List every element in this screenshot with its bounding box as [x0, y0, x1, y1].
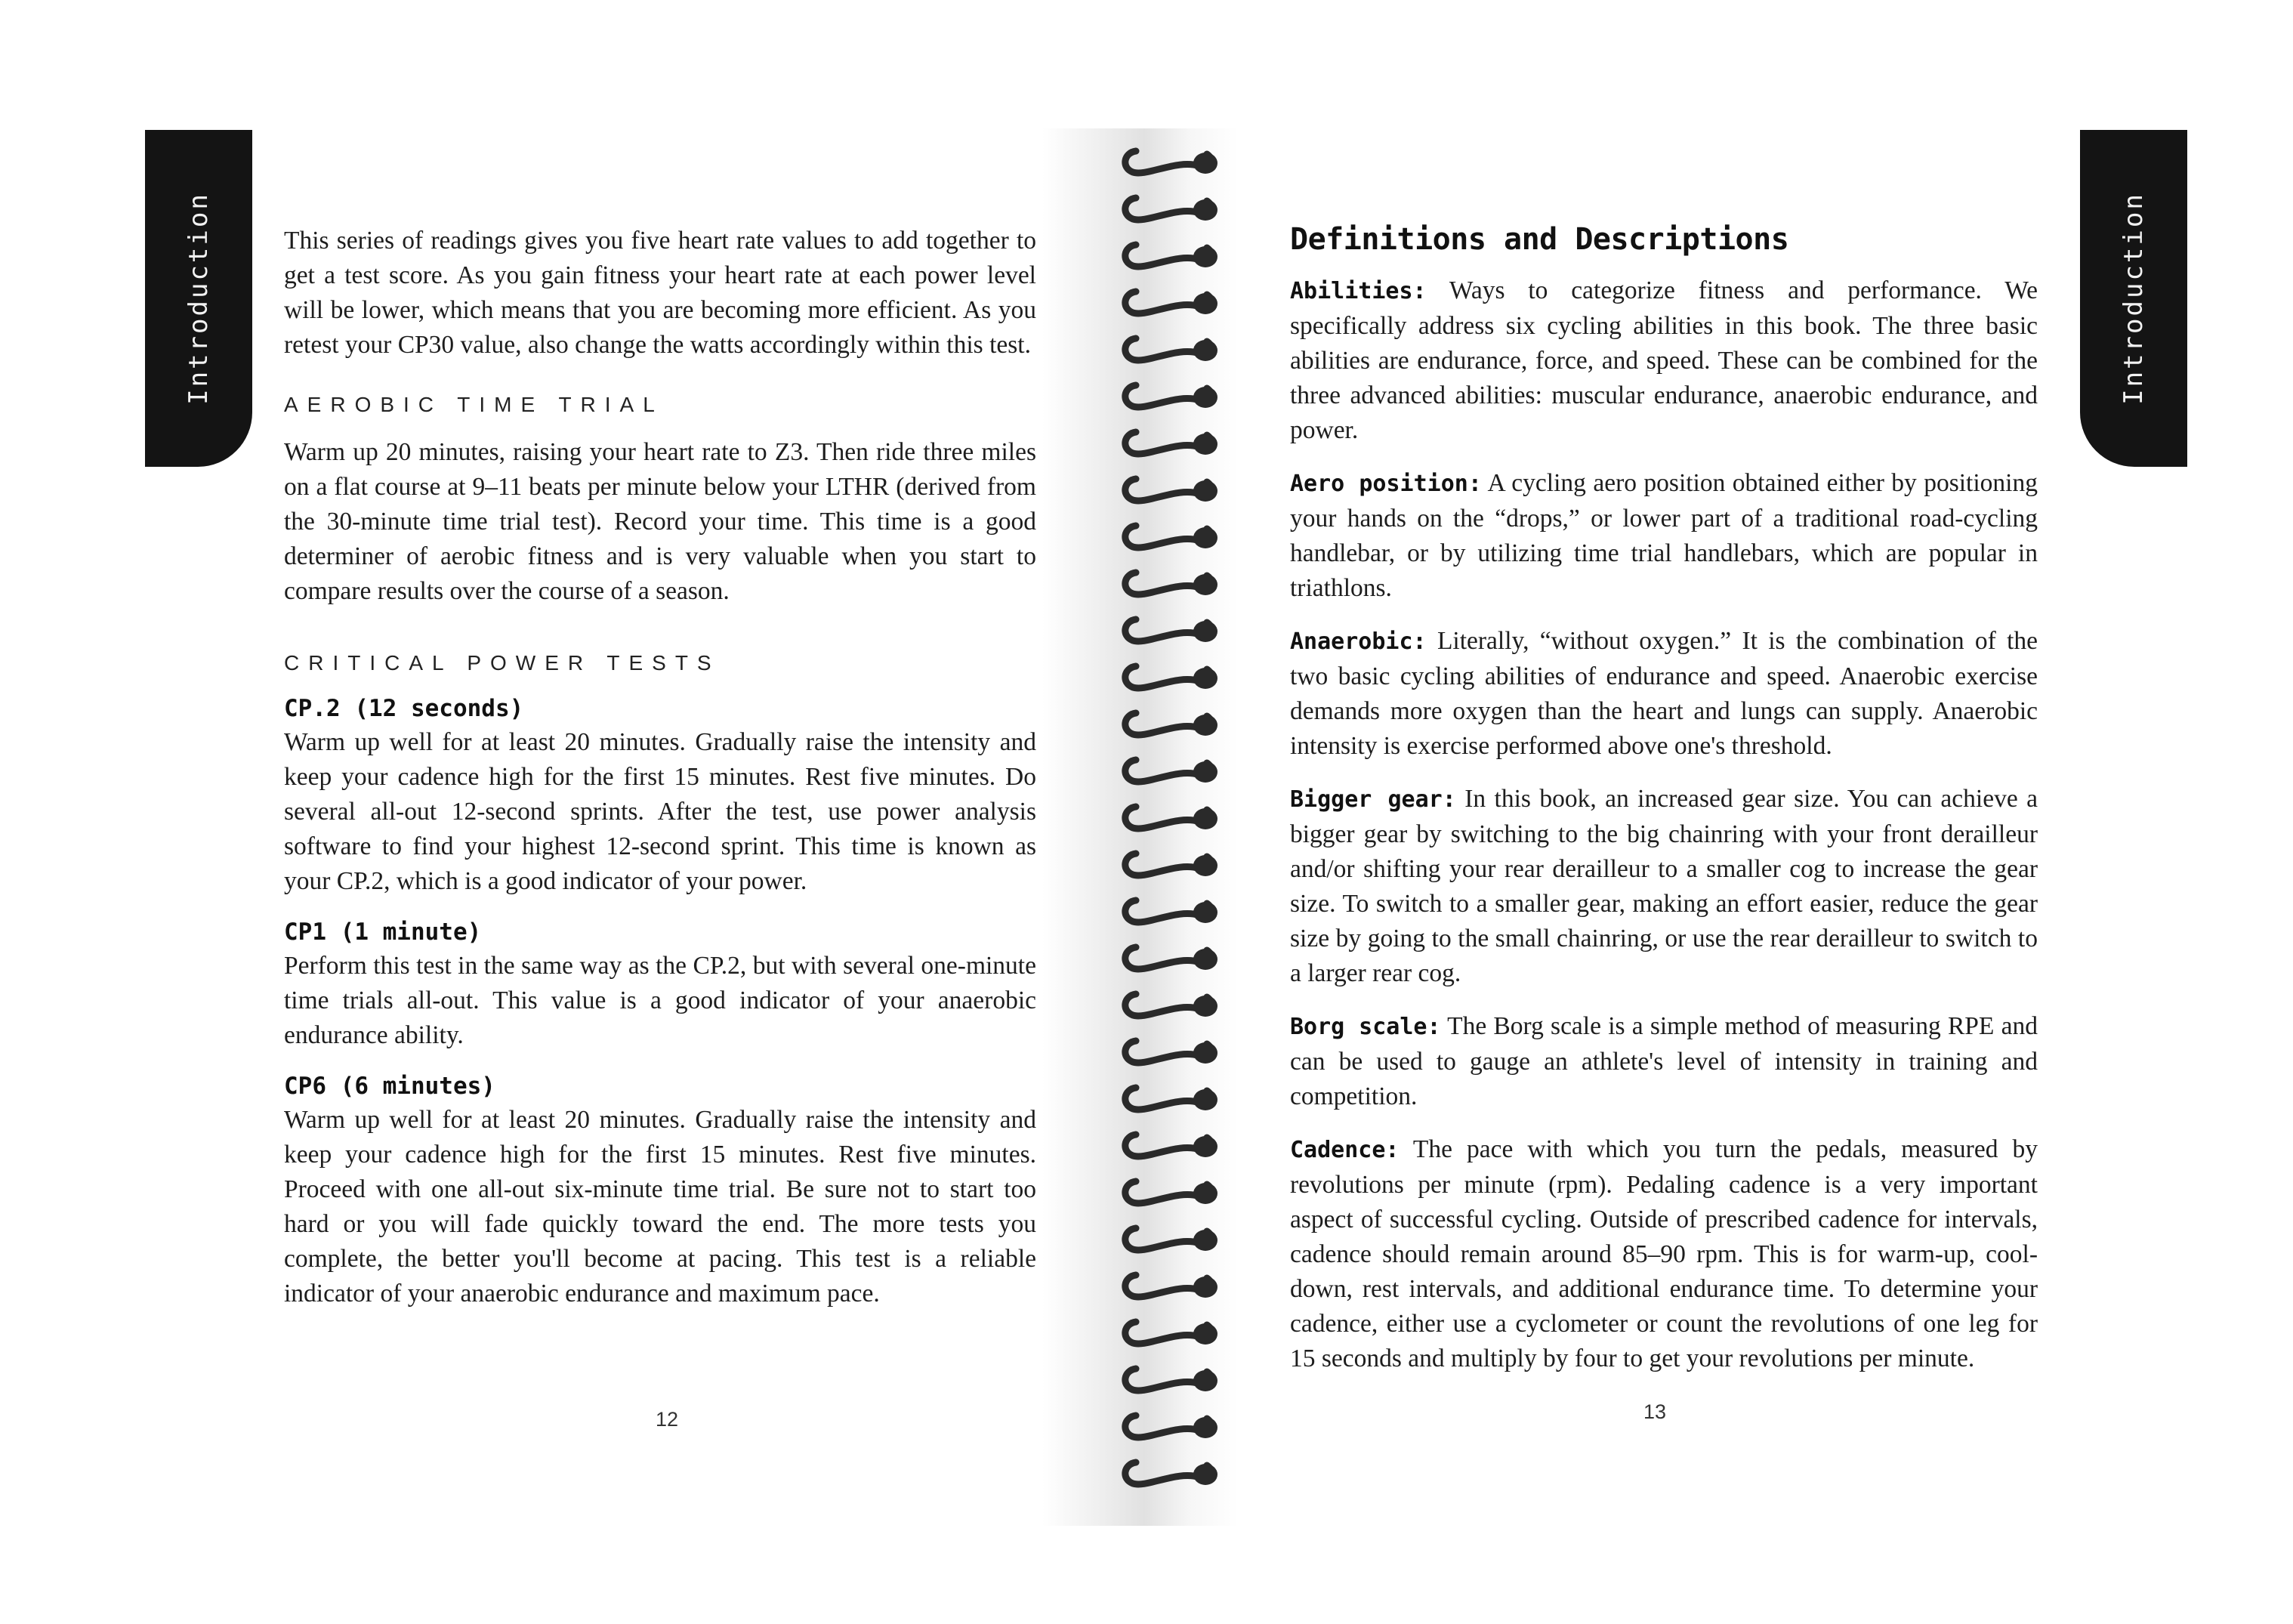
definition-anaerobic: [1290, 624, 2038, 764]
right-page-number: 13: [1643, 1400, 1667, 1423]
term-aero-position: Aero position:: [1290, 471, 1482, 497]
cp6-body: Warm up well for at least 20 minutes. Gradually raise the intensity and keep your cadence high for the first 15 minutes. Rest five minutes. Proceed with one all-out six-minute time trial. Be sure not to start too hard or you will fade quickly toward the end. The more tests you complete, the better you'll become at pacing. This test is a reliable indicator of your anaerobic endurance and maximum pace.: [284, 1106, 1036, 1308]
aerobic-time-trial-heading: AEROBIC TIME TRIAL: [284, 393, 664, 416]
definition-cadence: [1290, 1132, 2038, 1376]
right-page: [1178, 0, 2293, 1624]
definition-text: Literally, “without oxygen.” It is the combination of the two basic cycling abilities of endurance and speed. Anaerobic exercise demands more oxygen than the heart and lungs can supply. Anaerobic intensity is exercise performed above one's threshold.: [1290, 627, 2038, 760]
definition-aero-position: [1290, 466, 2038, 606]
cp2-body: Warm up well for at least 20 minutes. Gradually raise the intensity and keep your cadence high for the first 15 minutes. Rest five minutes. Do several all-out 12-second sprints. After the test, use power analysis software to find your highest 12-second sprint. This time is known as your CP.2, which is a good indicator of your power.: [284, 728, 1036, 895]
cp1-heading: CP1 (1 minute): [284, 919, 482, 946]
page-title: Definitions and Descriptions: [1290, 222, 1789, 257]
definition-text: The pace with which you turn the pedals, measured by revolutions per minute (rpm). Pedaling cadence is a very important aspect of successful cycling. Outside of prescribed cadence for intervals, cadence should remain around 85–90 rpm. This is for warm-up, cool-down, rest intervals, and additional endurance time. To determine your cadence, either use a cyclometer or count the revolutions of one leg for 15 seconds and multiply by four to get your revolutions per minute.: [1290, 1135, 2038, 1372]
right-tab-label: Introduction: [2119, 192, 2149, 405]
term-cadence: Cadence:: [1290, 1137, 1400, 1163]
definition-abilities: [1290, 273, 2038, 448]
left-section-tab: [145, 130, 252, 467]
right-page-content: [1290, 222, 2038, 1394]
intro-paragraph: This series of readings gives you five heart rate values to add together to get a test score. As you gain fitness your heart rate at each power level will be lower, which means that you are becoming more efficient. As you retest your CP30 value, also change the watts accordingly within this test.: [284, 227, 1036, 359]
definition-borg-scale: [1290, 1009, 2038, 1114]
definition-text: In this book, an increased gear size. You can achieve a bigger gear by switching to the big chainring with your front derailleur and/or shifting your rear derailleur to a smaller cog to increase the gear size. To switch to a smaller gear, making an effort easier, reduce the gear size by going to the small chainring, or use the rear derailleur to switch to a larger rear cog.: [1290, 785, 2038, 987]
left-page-content: [284, 224, 1036, 1311]
cp1-body: Perform this test in the same way as the CP.2, but with several one-minute time trials all-out. This value is a good indicator of your anaerobic endurance ability.: [284, 952, 1036, 1049]
cp6-heading: CP6 (6 minutes): [284, 1073, 495, 1100]
right-section-tab: [2080, 130, 2187, 467]
definition-bigger-gear: [1290, 782, 2038, 991]
cp2-heading: CP.2 (12 seconds): [284, 695, 524, 722]
definition-text: A cycling aero position obtained either by positioning your hands on the “drops,” or lower part of a traditional road-cycling handlebar, or by utilizing time trial handlebars, which are popular in triathlons.: [1290, 469, 2038, 602]
term-abilities: Abilities:: [1290, 278, 1427, 304]
definition-text: The Borg scale is a simple method of measuring RPE and can be used to gauge an athlete's level of intensity in training and competition.: [1290, 1012, 2038, 1110]
term-anaerobic: Anaerobic:: [1290, 628, 1427, 655]
definition-text: Ways to categorize fitness and performance. We specifically address six cycling abilities in this book. The three basic abilities are endurance, force, and speed. These can be combined for the three advanced abilities: muscular endurance, anaerobic endurance, and power.: [1290, 276, 2038, 444]
critical-power-tests-heading: CRITICAL POWER TESTS: [284, 651, 721, 675]
left-page-number: 12: [656, 1408, 679, 1431]
left-page: [0, 0, 1103, 1624]
term-borg-scale: Borg scale:: [1290, 1014, 1441, 1040]
term-bigger-gear: Bigger gear:: [1290, 786, 1456, 813]
left-tab-label: Introduction: [184, 192, 214, 405]
aerobic-time-trial-body: Warm up 20 minutes, raising your heart rate to Z3. Then ride three miles on a flat course at 9–11 beats per minute below your LTHR (derived from the 30-minute time trial test). Record your time. This time is a good determiner of aerobic fitness and is very valuable when you start to compare results over the course of a season.: [284, 438, 1036, 605]
